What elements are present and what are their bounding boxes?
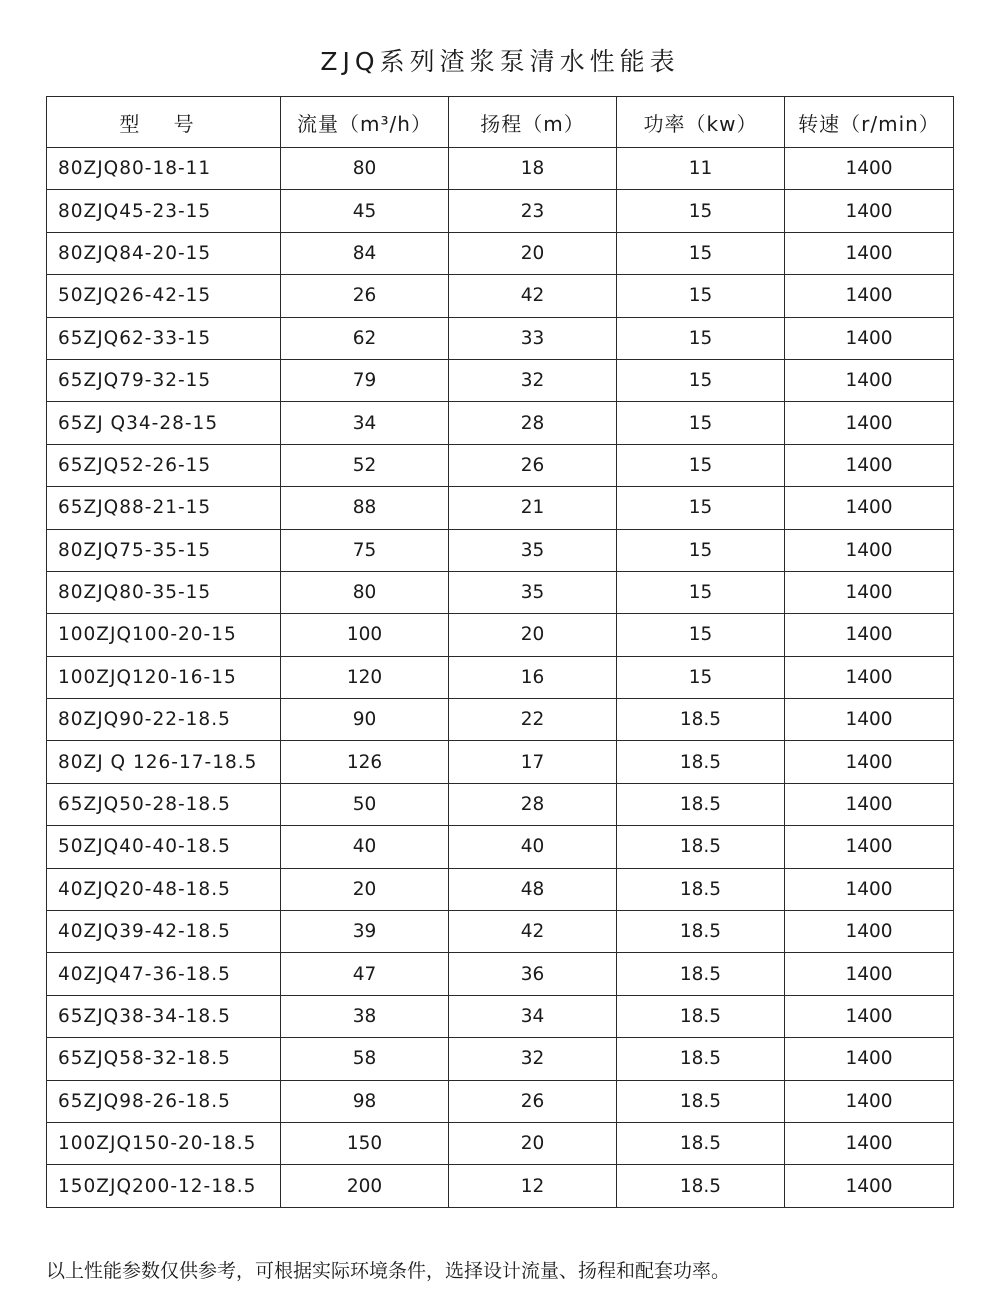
cell-flow: 40 (281, 826, 449, 868)
cell-flow: 88 (281, 487, 449, 529)
table-row (47, 359, 954, 401)
cell-head: 36 (449, 953, 617, 995)
table-header (47, 97, 954, 148)
cell-head: 21 (449, 487, 617, 529)
cell-power: 18.5 (617, 826, 785, 868)
cell-power: 15 (617, 317, 785, 359)
cell-flow: 47 (281, 953, 449, 995)
cell-head: 42 (449, 911, 617, 953)
cell-power: 15 (617, 656, 785, 698)
cell-power: 15 (617, 359, 785, 401)
cell-flow: 52 (281, 444, 449, 486)
cell-head: 40 (449, 826, 617, 868)
cell-model: 80ZJQ75-35-15 (47, 529, 281, 571)
table-row (47, 1080, 954, 1122)
table-row (47, 614, 954, 656)
cell-speed: 1400 (785, 868, 954, 910)
cell-head: 16 (449, 656, 617, 698)
cell-model: 100ZJQ150-20-18.5 (47, 1122, 281, 1164)
cell-speed: 1400 (785, 190, 954, 232)
cell-model: 100ZJQ120-16-15 (47, 656, 281, 698)
cell-flow: 50 (281, 783, 449, 825)
cell-head: 26 (449, 1080, 617, 1122)
cell-speed: 1400 (785, 1122, 954, 1164)
cell-head: 35 (449, 529, 617, 571)
cell-speed: 1400 (785, 571, 954, 613)
cell-model: 40ZJQ47-36-18.5 (47, 953, 281, 995)
cell-head: 28 (449, 402, 617, 444)
cell-power: 15 (617, 529, 785, 571)
performance-table (46, 96, 954, 1208)
cell-speed: 1400 (785, 699, 954, 741)
cell-model: 50ZJQ26-42-15 (47, 275, 281, 317)
cell-power: 18.5 (617, 741, 785, 783)
cell-head: 20 (449, 614, 617, 656)
header-model: 型 号 (47, 97, 281, 148)
cell-model: 65ZJQ98-26-18.5 (47, 1080, 281, 1122)
cell-model: 65ZJQ88-21-15 (47, 487, 281, 529)
header-power: 功率（kw） (617, 97, 785, 148)
cell-head: 42 (449, 275, 617, 317)
cell-power: 18.5 (617, 953, 785, 995)
cell-speed: 1400 (785, 275, 954, 317)
table-row (47, 571, 954, 613)
table-row (47, 699, 954, 741)
cell-model: 65ZJQ52-26-15 (47, 444, 281, 486)
cell-power: 18.5 (617, 1080, 785, 1122)
cell-power: 18.5 (617, 868, 785, 910)
cell-speed: 1400 (785, 402, 954, 444)
cell-power: 15 (617, 571, 785, 613)
cell-flow: 84 (281, 232, 449, 274)
cell-flow: 38 (281, 995, 449, 1037)
cell-model: 65ZJQ62-33-15 (47, 317, 281, 359)
cell-model: 80ZJ Q 126-17-18.5 (47, 741, 281, 783)
cell-model: 40ZJQ39-42-18.5 (47, 911, 281, 953)
cell-speed: 1400 (785, 529, 954, 571)
cell-head: 32 (449, 359, 617, 401)
cell-flow: 80 (281, 571, 449, 613)
cell-speed: 1400 (785, 1080, 954, 1122)
cell-power: 18.5 (617, 699, 785, 741)
cell-speed: 1400 (785, 783, 954, 825)
cell-head: 18 (449, 148, 617, 190)
cell-flow: 26 (281, 275, 449, 317)
header-row (47, 97, 954, 148)
header-head: 扬程（m） (449, 97, 617, 148)
cell-model: 80ZJQ80-35-15 (47, 571, 281, 613)
cell-flow: 79 (281, 359, 449, 401)
table-row (47, 402, 954, 444)
cell-speed: 1400 (785, 741, 954, 783)
cell-power: 15 (617, 275, 785, 317)
cell-model: 100ZJQ100-20-15 (47, 614, 281, 656)
cell-power: 15 (617, 614, 785, 656)
cell-model: 50ZJQ40-40-18.5 (47, 826, 281, 868)
cell-speed: 1400 (785, 232, 954, 274)
cell-speed: 1400 (785, 953, 954, 995)
cell-flow: 200 (281, 1165, 449, 1207)
cell-head: 23 (449, 190, 617, 232)
table-row (47, 444, 954, 486)
cell-head: 20 (449, 1122, 617, 1164)
table-row (47, 148, 954, 190)
cell-flow: 98 (281, 1080, 449, 1122)
cell-flow: 62 (281, 317, 449, 359)
cell-flow: 80 (281, 148, 449, 190)
cell-speed: 1400 (785, 487, 954, 529)
table-row (47, 232, 954, 274)
cell-speed: 1400 (785, 1038, 954, 1080)
table-row (47, 487, 954, 529)
cell-flow: 90 (281, 699, 449, 741)
cell-flow: 150 (281, 1122, 449, 1164)
cell-power: 15 (617, 402, 785, 444)
cell-model: 65ZJ Q34-28-15 (47, 402, 281, 444)
cell-head: 35 (449, 571, 617, 613)
table-row (47, 275, 954, 317)
cell-power: 18.5 (617, 911, 785, 953)
table-row (47, 317, 954, 359)
table-body (47, 148, 954, 1208)
page-title: ZJQ系列渣浆泵清水性能表 (320, 47, 680, 76)
cell-power: 18.5 (617, 783, 785, 825)
table-row (47, 995, 954, 1037)
cell-speed: 1400 (785, 995, 954, 1037)
table-row (47, 911, 954, 953)
table-row (47, 868, 954, 910)
cell-speed: 1400 (785, 359, 954, 401)
cell-speed: 1400 (785, 614, 954, 656)
cell-head: 12 (449, 1165, 617, 1207)
cell-speed: 1400 (785, 1165, 954, 1207)
cell-head: 26 (449, 444, 617, 486)
cell-flow: 126 (281, 741, 449, 783)
cell-flow: 58 (281, 1038, 449, 1080)
cell-model: 65ZJQ58-32-18.5 (47, 1038, 281, 1080)
cell-flow: 120 (281, 656, 449, 698)
header-flow: 流量（m³/h） (281, 97, 449, 148)
cell-power: 15 (617, 190, 785, 232)
cell-power: 18.5 (617, 1122, 785, 1164)
cell-power: 15 (617, 487, 785, 529)
cell-head: 34 (449, 995, 617, 1037)
cell-flow: 75 (281, 529, 449, 571)
cell-model: 40ZJQ20-48-18.5 (47, 868, 281, 910)
cell-flow: 20 (281, 868, 449, 910)
table-row (47, 826, 954, 868)
cell-head: 33 (449, 317, 617, 359)
table-row (47, 953, 954, 995)
cell-power: 15 (617, 444, 785, 486)
header-speed: 转速（r/min） (785, 97, 954, 148)
table-row (47, 529, 954, 571)
cell-speed: 1400 (785, 656, 954, 698)
cell-model: 80ZJQ45-23-15 (47, 190, 281, 232)
cell-model: 65ZJQ50-28-18.5 (47, 783, 281, 825)
cell-speed: 1400 (785, 444, 954, 486)
table-row (47, 656, 954, 698)
table-row (47, 783, 954, 825)
cell-head: 28 (449, 783, 617, 825)
cell-model: 80ZJQ80-18-11 (47, 148, 281, 190)
table-row (47, 1122, 954, 1164)
cell-head: 17 (449, 741, 617, 783)
table-row (47, 1165, 954, 1207)
cell-power: 18.5 (617, 995, 785, 1037)
cell-speed: 1400 (785, 148, 954, 190)
cell-power: 18.5 (617, 1165, 785, 1207)
cell-model: 80ZJQ90-22-18.5 (47, 699, 281, 741)
cell-model: 80ZJQ84-20-15 (47, 232, 281, 274)
cell-speed: 1400 (785, 826, 954, 868)
cell-speed: 1400 (785, 317, 954, 359)
cell-model: 65ZJQ38-34-18.5 (47, 995, 281, 1037)
cell-model: 150ZJQ200-12-18.5 (47, 1165, 281, 1207)
footnote: 以上性能参数仅供参考，可根据实际环境条件，选择设计流量、扬程和配套功率。 (46, 1260, 731, 1282)
cell-head: 32 (449, 1038, 617, 1080)
cell-head: 48 (449, 868, 617, 910)
table-row (47, 1038, 954, 1080)
cell-head: 22 (449, 699, 617, 741)
cell-flow: 39 (281, 911, 449, 953)
cell-flow: 34 (281, 402, 449, 444)
cell-power: 15 (617, 232, 785, 274)
cell-power: 11 (617, 148, 785, 190)
table-row (47, 190, 954, 232)
cell-speed: 1400 (785, 911, 954, 953)
cell-model: 65ZJQ79-32-15 (47, 359, 281, 401)
table-row (47, 741, 954, 783)
cell-flow: 100 (281, 614, 449, 656)
cell-head: 20 (449, 232, 617, 274)
cell-flow: 45 (281, 190, 449, 232)
cell-power: 18.5 (617, 1038, 785, 1080)
